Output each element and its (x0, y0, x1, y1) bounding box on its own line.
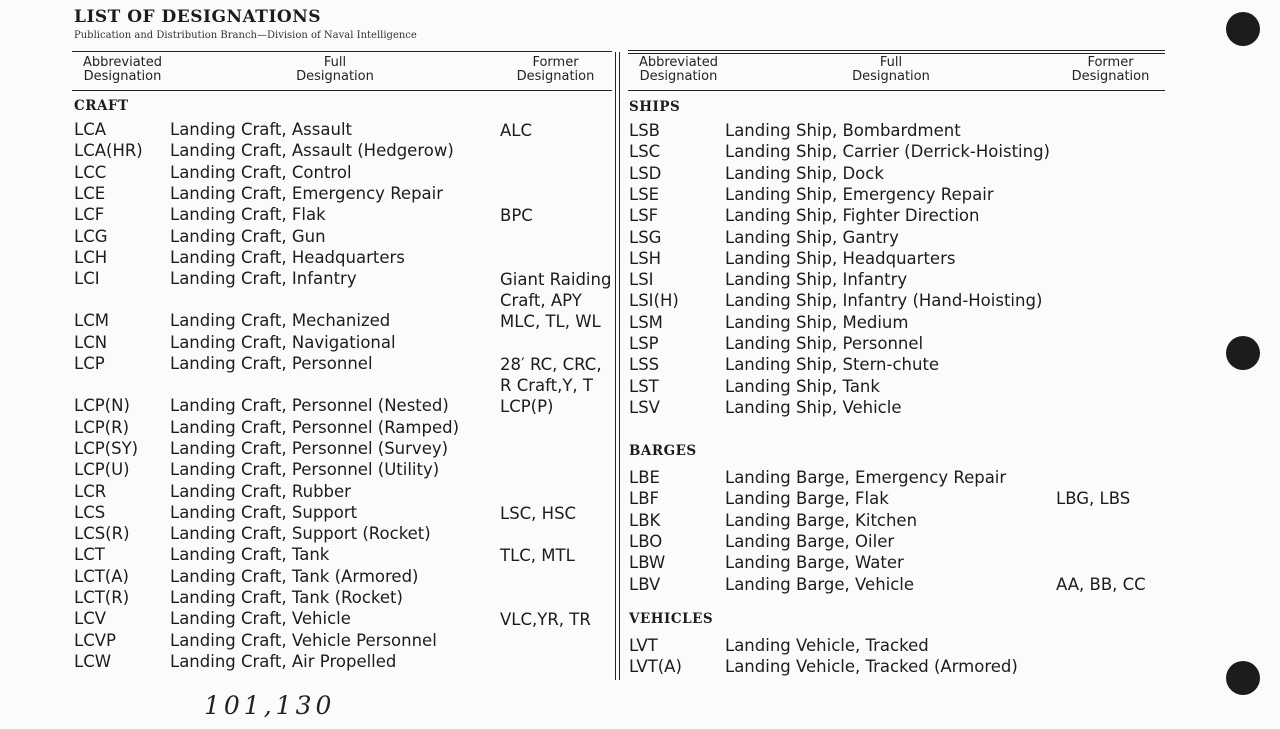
craft-abbr-cell: LCV (74, 609, 107, 629)
craft-abbr-cell: LCS(R) (74, 524, 130, 544)
barges-abbr-cell: LBK (629, 510, 661, 530)
ships-full-cell: Landing Ship, Emergency Repair (725, 184, 994, 204)
craft-full-cell: Landing Craft, Mechanized (170, 311, 391, 331)
ships-full-cell: Landing Ship, Tank (725, 376, 880, 396)
craft-abbr-cell: LCT (74, 545, 105, 565)
craft-abbr-cell: LCI (74, 269, 100, 289)
craft-full-cell: Landing Craft, Assault (170, 120, 352, 139)
barges-full-cell: Landing Barge, Water (725, 553, 904, 573)
header-rule-left-top (72, 51, 612, 52)
craft-abbr-cell: LCM (74, 311, 109, 331)
craft-full-cell: Landing Craft, Vehicle (170, 609, 351, 629)
binder-hole-bottom (1226, 661, 1260, 695)
vehicles-full-cell: Landing Vehicle, Tracked (725, 636, 929, 655)
column-header-full-left: Full Designation (296, 55, 374, 84)
barges-abbr-cell: LBF (629, 489, 660, 509)
header-rule-right-bottom (628, 90, 1165, 91)
craft-abbr-cell: LCVP (74, 630, 116, 650)
binder-hole-top (1226, 12, 1260, 46)
craft-former-cell: LCP(P) (500, 397, 554, 417)
ships-abbr-cell: LSM (629, 312, 663, 332)
craft-former-cell: ALC (500, 121, 533, 140)
craft-abbr-cell: LCW (74, 651, 112, 671)
ships-full-cell: Landing Ship, Vehicle (725, 397, 902, 417)
ships-abbr-cell: LSP (629, 334, 659, 353)
craft-abbr-cell: LCA(HR) (74, 141, 143, 161)
ships-abbr-cell: LSG (629, 227, 662, 247)
ships-abbr-cell: LST (629, 376, 659, 396)
craft-full-cell: Landing Craft, Emergency Repair (170, 183, 444, 203)
ships-abbr-cell: LSF (629, 206, 659, 226)
craft-abbr-cell: LCT(A) (74, 566, 129, 586)
craft-full-cell: Landing Craft, Support (170, 502, 358, 522)
barges-full-cell: Landing Barge, Flak (725, 489, 889, 509)
craft-full-cell: Landing Craft, Flak (170, 205, 326, 225)
craft-former-cell: TLC, MTL (500, 546, 575, 566)
ships-full-cell: Landing Ship, Infantry (Hand-Hoisting) (725, 291, 1043, 311)
ships-full-cell: Landing Ship, Carrier (Derrick-Hoisting) (725, 142, 1050, 162)
ships-abbr-cell: LSI(H) (629, 291, 679, 311)
barges-abbr-cell: LBE (629, 468, 660, 487)
craft-former-cell: MLC, TL, WL (500, 312, 601, 332)
craft-full-cell: Landing Craft, Personnel (Survey) (170, 438, 449, 458)
craft-full-cell: Landing Craft, Gun (170, 226, 326, 246)
barges-abbr-cell: LBO (629, 531, 663, 551)
craft-abbr-cell: LCF (74, 205, 105, 225)
craft-full-cell: Landing Craft, Assault (Hedgerow) (170, 141, 454, 161)
ships-full-cell: Landing Ship, Stern-chute (725, 355, 940, 375)
craft-abbr-cell: LCP(N) (74, 396, 130, 416)
craft-abbr-cell: LCN (74, 332, 108, 352)
craft-full-cell: Landing Craft, Personnel (170, 354, 373, 373)
barges-abbr-cell: LBW (629, 553, 666, 573)
craft-abbr-cell: LCA (74, 120, 107, 139)
barges-full-cell: Landing Barge, Emergency Repair (725, 468, 1007, 487)
craft-abbr-cell: LCP(U) (74, 460, 130, 480)
vehicles-abbr-cell: LVT(A) (629, 657, 682, 677)
ships-abbr-cell: LSH (629, 248, 662, 268)
ships-full-cell: Landing Ship, Fighter Direction (725, 206, 980, 226)
handwritten-note: 101,130 (204, 691, 336, 720)
column-header-full-right: Full Designation (852, 55, 930, 84)
vehicles-full-cell: Landing Vehicle, Tracked (Armored) (725, 657, 1018, 677)
craft-full-cell: Landing Craft, Tank (Armored) (170, 566, 419, 586)
craft-abbr-cell: LCG (74, 226, 108, 246)
barges-full-cell: Landing Barge, Kitchen (725, 510, 918, 530)
craft-full-cell: Landing Craft, Tank (Rocket) (170, 588, 403, 607)
ships-abbr-cell: LSI (629, 270, 654, 290)
craft-full-cell: Landing Craft, Personnel (Ramped) (170, 417, 460, 437)
craft-former-cell: BPC (500, 206, 533, 226)
barges-abbr-cell: LBV (629, 574, 661, 594)
craft-full-cell: Landing Craft, Rubber (170, 481, 351, 501)
ships-full-cell: Landing Ship, Infantry (725, 270, 908, 290)
ships-abbr-cell: LSV (629, 397, 660, 417)
column-divider-left (615, 52, 616, 680)
craft-full-cell: Landing Craft, Support (Rocket) (170, 524, 431, 544)
binder-hole-middle (1226, 336, 1260, 370)
craft-full-cell: Landing Craft, Personnel (Nested) (170, 396, 449, 416)
craft-full-cell: Landing Craft, Personnel (Utility) (170, 460, 440, 480)
column-header-abbreviated-left: Abbreviated Designation (82, 55, 163, 84)
ships-full-cell: Landing Ship, Dock (725, 163, 884, 183)
column-header-former-left: Former Designation (516, 55, 595, 84)
craft-abbr-cell: LCS (74, 502, 106, 522)
ships-full-cell: Landing Ship, Bombardment (725, 121, 961, 140)
ships-abbr-cell: LSS (629, 355, 660, 375)
craft-abbr-cell: LCR (74, 481, 107, 501)
craft-former-cell: Giant Raiding Craft, APY (500, 270, 612, 311)
header-rule-right-top-double (628, 53, 1165, 54)
craft-full-cell: Landing Craft, Navigational (170, 332, 396, 352)
ships-full-cell: Landing Ship, Medium (725, 312, 909, 332)
craft-former-cell: LSC, HSC (500, 503, 577, 523)
vehicles-abbr-cell: LVT (629, 636, 658, 655)
craft-full-cell: Landing Craft, Infantry (170, 269, 357, 289)
barges-former-cell: LBG, LBS (1056, 489, 1131, 509)
ships-full-cell: Landing Ship, Gantry (725, 227, 899, 247)
craft-abbr-cell: LCP(SY) (74, 438, 139, 458)
craft-abbr-cell: LCP(R) (74, 417, 130, 437)
craft-abbr-cell: LCH (74, 247, 108, 267)
barges-full-cell: Landing Barge, Oiler (725, 531, 895, 551)
page-subtitle: Publication and Distribution Branch—Division of Naval Intelligence (74, 30, 417, 41)
column-header-former-right: Former Designation (1071, 55, 1150, 84)
section-heading-vehicles: VEHICLES (629, 611, 714, 627)
column-divider-right (619, 52, 620, 680)
column-header-abbreviated-right: Abbreviated Designation (638, 55, 719, 84)
craft-full-cell: Landing Craft, Tank (170, 545, 330, 565)
barges-full-cell: Landing Barge, Vehicle (725, 574, 915, 594)
section-heading-barges: BARGES (629, 443, 697, 459)
craft-full-cell: Landing Craft, Headquarters (170, 247, 405, 267)
page-title: LIST OF DESIGNATIONS (74, 7, 322, 27)
craft-abbr-cell: LCP (74, 354, 105, 373)
craft-abbr-cell: LCC (74, 162, 107, 182)
craft-full-cell: Landing Craft, Vehicle Personnel (170, 630, 437, 650)
craft-abbr-cell: LCT(R) (74, 588, 130, 607)
craft-abbr-cell: LCE (74, 183, 106, 203)
barges-former-cell: AA, BB, CC (1056, 574, 1146, 594)
header-rule-left-bottom (72, 90, 612, 91)
section-heading-ships: SHIPS (629, 99, 681, 115)
craft-former-cell: 28′ RC, CRC, R Craft,Y, T (500, 355, 602, 395)
ships-abbr-cell: LSE (629, 184, 660, 204)
header-rule-right-top (628, 50, 1165, 51)
craft-former-cell: VLC,YR, TR (500, 610, 591, 630)
ships-full-cell: Landing Ship, Headquarters (725, 248, 956, 268)
ships-abbr-cell: LSB (629, 121, 660, 140)
ships-abbr-cell: LSD (629, 163, 662, 183)
craft-full-cell: Landing Craft, Air Propelled (170, 651, 397, 671)
ships-full-cell: Landing Ship, Personnel (725, 334, 924, 353)
section-heading-craft: CRAFT (74, 98, 129, 114)
craft-full-cell: Landing Craft, Control (170, 162, 352, 182)
ships-abbr-cell: LSC (629, 142, 661, 162)
